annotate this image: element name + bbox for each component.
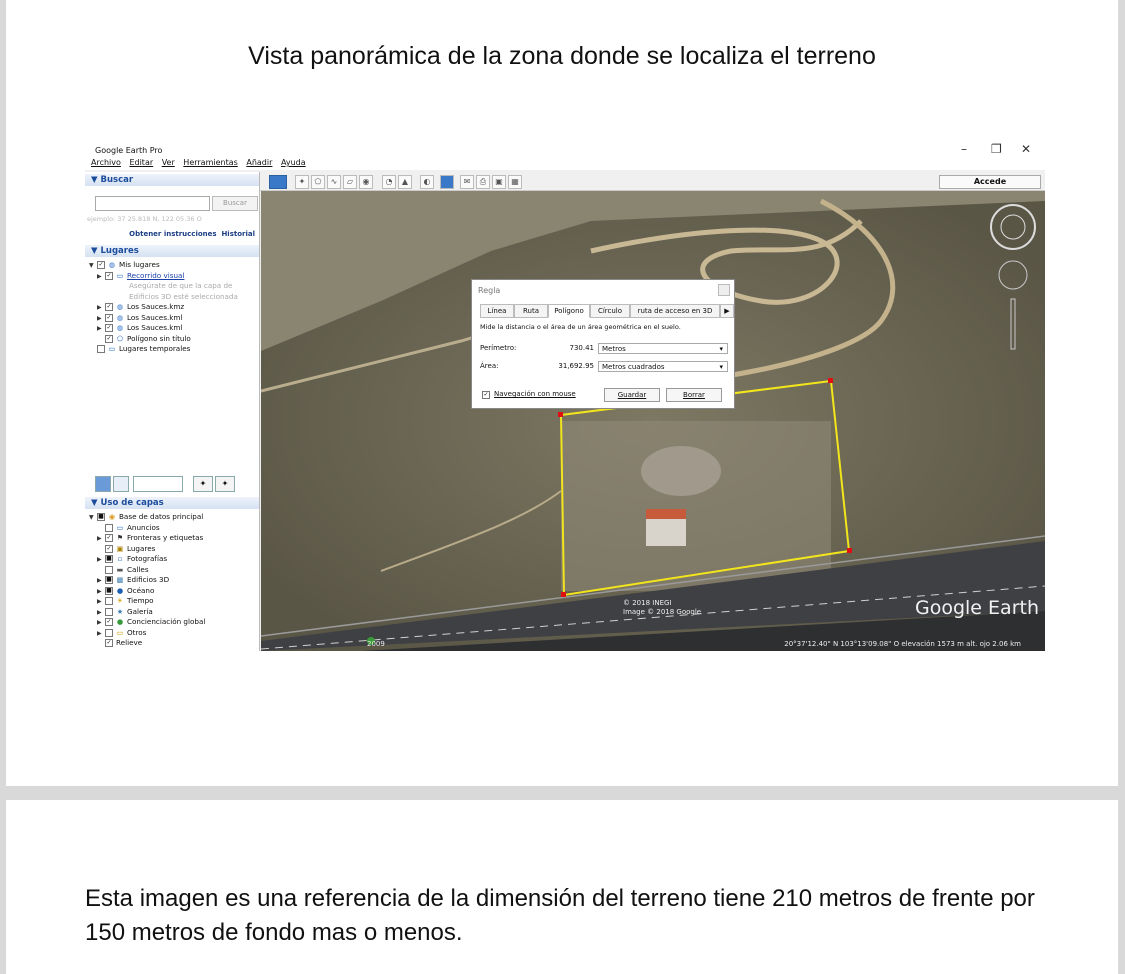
ruler-dialog [471,279,735,409]
page-title: Vista panorámica de la zona donde se localiza el terreno [248,42,876,70]
restore-button[interactable]: ❐ [991,142,1002,156]
save-image-icon[interactable]: ▣ [492,175,506,189]
left-panel [85,172,260,651]
folder-icon: ▭ [108,344,116,353]
checkbox[interactable]: ■ [106,555,112,562]
search-button[interactable]: Buscar [212,196,258,211]
google-earth-screenshot [85,138,1045,651]
expand-icon[interactable]: ▶ [97,587,102,595]
ocean-icon: ● [116,585,124,595]
expand-icon[interactable]: ▶ [97,325,102,332]
satellite-imagery [261,191,1045,651]
menu-bar [85,158,1045,170]
map-status-bar: 20°37'12.40" N 103°13'09.08" O elevación 1573 m alt. ojo 2.06 km [784,640,1021,648]
checkbox[interactable] [97,345,105,353]
mouse-nav-label: Navegación con mouse [494,390,576,398]
places-filter-input[interactable] [133,476,183,492]
checkbox[interactable]: ✓ [106,313,112,321]
layer-item[interactable]: ▬ Calles [89,565,205,576]
polygon-vertex[interactable] [558,412,563,417]
chevron-down-icon: ▾ [719,363,723,371]
tree-item[interactable]: ▼ ✓ ◍ Mis lugares [89,260,238,271]
checkbox[interactable]: ■ [106,576,112,583]
places-toolbar [89,476,259,490]
path-tool-icon[interactable]: ∿ [327,175,341,189]
search-header[interactable]: ▼ Buscar [85,174,259,186]
roads-icon: ▬ [116,564,124,574]
email-icon[interactable]: ✉ [460,175,474,189]
lot-interior [561,421,831,591]
database-icon: ◉ [108,512,116,521]
perimeter-unit-select[interactable]: Metros ▾ [598,343,728,354]
checkbox[interactable]: ■ [98,513,104,520]
collapse-icon[interactable]: ▼ [89,514,94,521]
checkbox[interactable]: ✓ [106,324,112,331]
layer-item[interactable]: ▶ ■ ▫ Fotografías [89,554,205,565]
ad-icon: ▭ [116,522,124,532]
area-label: Área: [480,362,499,370]
expand-icon[interactable]: ▶ [97,608,102,616]
layer-item[interactable]: ▶ ▭ Otros [89,628,205,639]
expand-icon[interactable]: ▶ [97,598,102,605]
places-icon: ▣ [116,543,124,553]
search-input[interactable] [95,196,210,211]
tree-item[interactable]: ▭ Lugares temporales [89,344,238,355]
tree-item[interactable]: ▶ ✓ ▭ Recorrido visual [89,271,238,282]
menu-ayuda[interactable]: Ayuda [280,158,306,167]
search-places-icon[interactable] [95,476,111,492]
clear-button[interactable]: Borrar [666,388,722,402]
weather-icon: ☀ [116,596,124,605]
flag-icon: ⚑ [116,533,124,542]
layer-item[interactable]: ✓ ▣ Lugares [106,543,156,553]
checkbox[interactable]: ■ [106,586,112,594]
imagery-year: 2009 [367,640,385,648]
tab-scroll-icon[interactable]: ▶ [720,304,734,318]
layers-tree [89,512,205,649]
checkbox[interactable]: ✓ [106,303,112,310]
checkbox[interactable] [105,608,113,616]
tree-item[interactable]: ▶ ✓ ◍ Los Sauces.kml [89,323,238,334]
layer-item[interactable]: ▶ ■ ▩ Edificios 3D [89,575,205,586]
page-text: Esta imagen es una referencia de la dimensión del terreno tiene 210 metros de frente por 150 metros de fondo mas o menos. [85,885,1035,946]
minimize-button[interactable]: – [961,142,967,156]
tour-icon[interactable]: ◉ [359,175,373,189]
tab-ruta-3d[interactable]: ruta de acceso en 3D [630,304,720,318]
folder-icon: ▭ [116,270,124,280]
expand-icon[interactable]: ▶ [97,629,102,637]
expand-icon[interactable]: ▶ [97,556,102,563]
layer-item[interactable]: ▶ ■ ● Océano [89,586,205,597]
tree-note: Edificios 3D esté seleccionada [129,291,238,301]
area-value: 31,692.95 [558,362,594,370]
checkbox[interactable] [105,524,113,532]
checkbox[interactable]: ✓ [98,261,104,268]
tab-poligono[interactable]: Polígono [548,304,590,318]
expand-icon[interactable]: ▶ [97,535,102,542]
search-links [129,230,255,238]
building-roof [646,509,686,519]
perimeter-value: 730.41 [569,344,594,352]
tab-circulo[interactable]: Círculo [590,304,630,318]
save-button[interactable]: Guardar [604,388,660,402]
layers-header[interactable]: ▼ Uso de capas [85,497,259,509]
tree-item[interactable]: ✓ ⬠ Polígono sin título [106,333,191,343]
expand-icon[interactable]: ▶ [97,314,102,322]
placemark-icon[interactable]: ✦ [295,175,309,189]
globe-icon: ◍ [116,323,124,332]
layer-item[interactable]: ▭ Anuncios [89,523,205,534]
document-page-2 [6,800,1118,974]
global-awareness-icon: ● [116,617,124,626]
checkbox[interactable]: ✓ [106,639,112,646]
tree-item[interactable]: ▶ ✓ ◍ Los Sauces.kml [89,313,238,324]
places-tree [89,260,238,355]
sunlight-icon[interactable]: ▲ [398,175,412,189]
history-link[interactable]: Historial [221,230,255,238]
ruler-title: Regla [478,286,501,295]
building [646,516,686,546]
polygon-vertex[interactable] [561,592,566,597]
tab-ruta[interactable]: Ruta [514,304,548,318]
close-button[interactable]: ✕ [1021,142,1032,156]
checkbox[interactable]: ✓ [106,334,112,342]
layer-item[interactable]: ▶ ★ Galería [89,607,205,618]
tree-item[interactable]: ▶ ✓ ◍ Los Sauces.kmz [89,302,238,313]
photo-icon: ▫ [117,554,123,563]
overlay-icon[interactable]: ▱ [343,175,357,189]
expand-icon[interactable]: ▶ [97,304,102,311]
chevron-down-icon: ▾ [719,345,723,353]
polygon-tool-icon[interactable]: ⬠ [311,175,325,189]
expand-icon[interactable]: ▶ [97,577,102,584]
imagery-copyright: © 2018 INEGI Image © 2018 Google [623,599,702,616]
menu-anadir[interactable]: Añadir [246,158,273,167]
tab-linea[interactable]: Línea [480,304,514,318]
map-view[interactable] [261,191,1045,651]
maps-icon[interactable]: ▦ [508,175,522,189]
checkbox[interactable]: ✓ [106,534,112,541]
layer-item[interactable]: ▼ ■ ◉ Base de datos principal [89,512,205,523]
planet-icon[interactable]: ◐ [420,175,434,189]
mouse-nav-checkbox[interactable]: ✓ [483,391,489,398]
buildings-3d-icon: ▩ [116,575,124,584]
expand-icon[interactable]: ▶ [97,619,102,626]
collapse-icon[interactable]: ▼ [89,262,94,269]
layer-item[interactable]: ▶ ✓ ● Concienciación global [89,617,205,628]
move-down-icon[interactable]: ✦ [215,476,235,492]
globe-icon: ◍ [116,312,124,322]
gravel-area [641,446,721,496]
search-hint: ejemplo: 37 25.818 N, 122 05.36 O [87,215,202,223]
ruler-description: Mide la distancia o el área de un área geométrica en el suelo. [480,323,681,331]
globe-icon: ◍ [116,302,124,311]
perimeter-label: Perímetro: [480,344,517,352]
historical-imagery-icon[interactable]: ◔ [382,175,396,189]
checkbox[interactable] [105,566,113,574]
app-title: Google Earth Pro [95,146,163,155]
checkbox[interactable]: ✓ [106,618,112,625]
print-icon[interactable]: ⎙ [476,175,490,189]
tree-note: Asegúrate de que la capa de [129,281,233,290]
places-header[interactable]: ▼ Lugares [85,245,259,257]
checkbox[interactable] [105,597,113,605]
google-earth-logo: Google Earth [915,597,1039,619]
area-unit-select[interactable]: Metros cuadrados ▾ [598,361,728,372]
layer-item[interactable]: ✓ Relieve [106,638,143,647]
ruler-icon[interactable] [440,175,454,189]
checkbox[interactable] [105,629,113,637]
menu-ver[interactable]: Ver [161,158,175,167]
polygon-vertex[interactable] [828,378,833,383]
menu-herramientas[interactable]: Herramientas [183,158,238,167]
menu-editar[interactable]: Editar [129,158,154,167]
view-toggle-icon[interactable] [113,476,129,492]
folder-icon: ▭ [116,627,124,637]
checkbox[interactable]: ✓ [106,544,112,552]
globe-icon: ◍ [108,260,116,269]
polygon-icon: ⬠ [116,333,124,343]
layer-item[interactable]: ▶ ☀ Tiempo [89,596,205,607]
sidebar-toggle-icon[interactable] [269,175,287,189]
title-bar [85,138,1045,160]
document-page-1 [6,0,1118,786]
expand-icon[interactable]: ▶ [97,272,102,280]
get-directions-link[interactable]: Obtener instrucciones [129,230,217,238]
checkbox[interactable]: ✓ [106,271,112,279]
polygon-vertex[interactable] [847,548,852,553]
menu-archivo[interactable]: Archivo [91,158,121,167]
sign-in-button[interactable]: Accede [939,175,1041,189]
dialog-close-icon[interactable] [718,284,730,296]
ruler-footer [476,388,728,402]
layer-item[interactable]: ▶ ✓ ⚑ Fronteras y etiquetas [89,533,205,544]
move-up-icon[interactable]: ✦ [193,476,213,492]
gallery-icon: ★ [116,606,124,616]
map-toolbar [260,172,1045,191]
